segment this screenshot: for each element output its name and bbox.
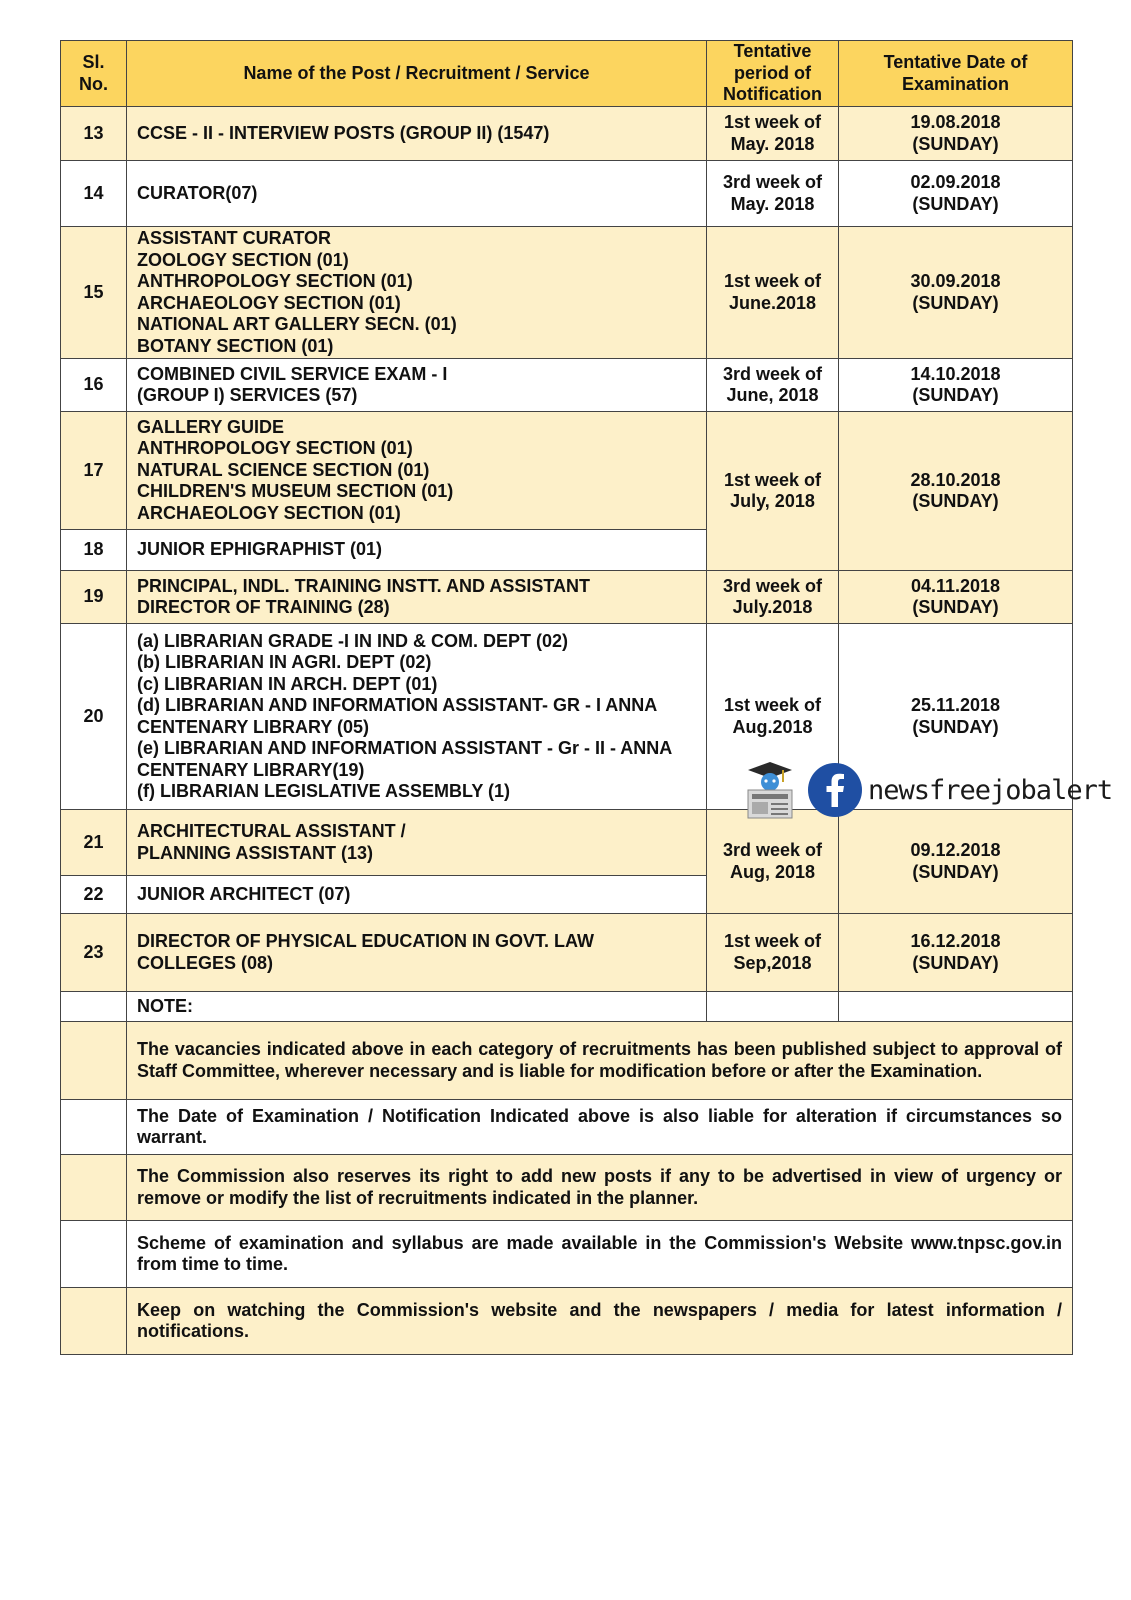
post-line: CCSE - II - INTERVIEW POSTS (GROUP II) (1547) (137, 122, 550, 143)
post-name-cell (127, 107, 707, 161)
exam-day-line: (SUNDAY) (912, 597, 999, 617)
row-number: 23 (61, 914, 127, 992)
notification-line: June.2018 (728, 292, 817, 313)
table-header-row (61, 41, 1073, 107)
notification-line: 1st week of (723, 112, 822, 132)
notification-cell (707, 810, 839, 914)
row-number: 20 (61, 624, 127, 810)
empty-cell (61, 992, 127, 1022)
notification-line: May. 2018 (730, 133, 815, 154)
post-name-cell (127, 359, 707, 412)
note-label: NOTE: (127, 992, 707, 1022)
row-number: 18 (61, 530, 127, 571)
notification-line: May. 2018 (730, 193, 815, 214)
empty-cell (61, 1100, 127, 1155)
note-label-row (61, 992, 1073, 1022)
empty-cell (839, 992, 1073, 1022)
note-row (61, 1100, 1073, 1155)
facebook-icon (808, 763, 862, 817)
empty-cell (61, 1155, 127, 1221)
exam-date-cell (839, 571, 1073, 624)
exam-date-cell (839, 914, 1073, 992)
notification-line: Sep,2018 (733, 952, 812, 973)
exam-day-line: (SUNDAY) (912, 952, 999, 973)
post-name-cell (127, 161, 707, 227)
post-name-cell (127, 412, 707, 530)
post-line: ARCHAEOLOGY SECTION (01) (137, 292, 401, 313)
row-number: 14 (61, 161, 127, 227)
table-row (61, 412, 1073, 530)
post-line: CHILDREN'S MUSEUM SECTION (01) (137, 481, 454, 502)
notification-cell (707, 359, 839, 412)
post-line: JUNIOR EPHIGRAPHIST (01) (137, 539, 383, 560)
note-text: The vacancies indicated above in each category of recruitments has been published subject to approval of Staff Committee, wherever necessary and is liable for modification before or after the Examination. (127, 1022, 1073, 1100)
empty-cell (61, 1221, 127, 1288)
exam-day-line: (SUNDAY) (912, 385, 999, 405)
post-line: JUNIOR ARCHITECT (07) (137, 883, 351, 904)
empty-cell (707, 992, 839, 1022)
header-exam-date: Tentative Date of Examination (839, 41, 1073, 107)
exam-date-line: 28.10.2018 (910, 469, 1001, 490)
post-line: (c) LIBRARIAN IN ARCH. DEPT (01) (137, 673, 438, 694)
brand-name: newsfreejobalert (868, 774, 1113, 806)
notification-cell (707, 571, 839, 624)
post-line: ZOOLOGY SECTION (01) (137, 249, 349, 270)
post-line: ANTHROPOLOGY SECTION (01) (137, 271, 413, 291)
notification-line: 1st week of (723, 931, 822, 951)
notification-line: 3rd week of (722, 172, 823, 192)
notification-cell (707, 227, 839, 359)
table-row (61, 227, 1073, 359)
post-line: CURATOR(07) (137, 182, 258, 203)
header-post-name: Name of the Post / Recruitment / Service (127, 41, 707, 107)
post-name-cell (127, 571, 707, 624)
post-name-cell (127, 530, 707, 571)
note-text: The Date of Examination / Notification Indicated above is also liable for alteration if circumstances so warrant. (127, 1100, 1073, 1155)
exam-day-line: (SUNDAY) (912, 716, 999, 737)
post-line: (e) LIBRARIAN AND INFORMATION ASSISTANT - Gr - II - ANNA (137, 738, 673, 758)
notification-cell (707, 107, 839, 161)
notification-line: 1st week of (723, 271, 822, 291)
exam-date-line: 09.12.2018 (910, 840, 1001, 860)
notification-cell (707, 161, 839, 227)
exam-day-line: (SUNDAY) (912, 491, 999, 511)
note-row (61, 1155, 1073, 1221)
post-line: (f) LIBRARIAN LEGISLATIVE ASSEMBLY (1) (137, 781, 511, 801)
note-text: The Commission also reserves its right to add new posts if any to be advertised in view of urgency or remove or modify the list of recruitments indicated in the planner. (127, 1155, 1073, 1221)
note-text: Keep on watching the Commission's website and the newspapers / media for latest information / notifications. (127, 1288, 1073, 1355)
exam-day-line: (SUNDAY) (912, 861, 999, 882)
post-line: NATURAL SCIENCE SECTION (01) (137, 459, 430, 480)
exam-day-line: (SUNDAY) (912, 133, 999, 154)
table-row (61, 571, 1073, 624)
header-sl-no: Sl. No. (61, 41, 127, 107)
post-name-cell (127, 914, 707, 992)
post-line: CENTENARY LIBRARY(19) (137, 759, 365, 780)
exam-date-line: 19.08.2018 (910, 112, 1001, 132)
post-name-cell (127, 624, 707, 810)
exam-day-line: (SUNDAY) (912, 193, 999, 214)
exam-date-cell (839, 107, 1073, 161)
table-row (61, 107, 1073, 161)
graduate-newspaper-icon (744, 760, 796, 820)
row-number: 21 (61, 810, 127, 876)
notification-line: 3rd week of (722, 363, 823, 384)
row-number: 22 (61, 876, 127, 914)
post-line: PRINCIPAL, INDL. TRAINING INSTT. AND ASSISTANT (137, 575, 590, 596)
post-line: BOTANY SECTION (01) (137, 335, 334, 356)
post-line: (b) LIBRARIAN IN AGRI. DEPT (02) (137, 652, 432, 672)
note-row (61, 1022, 1073, 1100)
post-line: COMBINED CIVIL SERVICE EXAM - I (137, 363, 448, 384)
note-row (61, 1221, 1073, 1288)
notification-line: June, 2018 (726, 385, 819, 405)
post-line: ARCHAEOLOGY SECTION (01) (137, 502, 401, 523)
notification-line: Aug, 2018 (729, 861, 816, 882)
row-number: 16 (61, 359, 127, 412)
exam-date-line: 16.12.2018 (910, 931, 1001, 951)
post-line: PLANNING ASSISTANT (13) (137, 842, 374, 863)
notification-cell (707, 412, 839, 571)
exam-date-cell (839, 412, 1073, 571)
post-line: COLLEGES (08) (137, 952, 274, 973)
exam-date-cell (839, 161, 1073, 227)
recruitment-planner-table (60, 40, 1073, 1355)
table-row (61, 914, 1073, 992)
table-row (61, 161, 1073, 227)
post-line: (a) LIBRARIAN GRADE -I IN IND & COM. DEPT (02) (137, 630, 569, 651)
notification-line: 1st week of (723, 695, 822, 715)
exam-date-line: 30.09.2018 (910, 271, 1001, 291)
post-line: NATIONAL ART GALLERY SECN. (01) (137, 314, 457, 334)
post-name-cell (127, 810, 707, 876)
table-row (61, 359, 1073, 412)
notification-line: Aug.2018 (732, 716, 813, 737)
header-notification: Tentative period of Notification (707, 41, 839, 107)
post-line: DIRECTOR OF PHYSICAL EDUCATION IN GOVT. LAW (137, 931, 595, 951)
post-line: ASSISTANT CURATOR (137, 228, 332, 248)
notification-line: July, 2018 (730, 491, 815, 511)
post-line: DIRECTOR OF TRAINING (28) (137, 597, 390, 617)
post-line: (GROUP I) SERVICES (57) (137, 385, 358, 405)
post-line: ANTHROPOLOGY SECTION (01) (137, 438, 413, 459)
post-line: GALLERY GUIDE (137, 416, 285, 437)
post-line: CENTENARY LIBRARY (05) (137, 716, 370, 737)
row-number: 19 (61, 571, 127, 624)
notification-line: July.2018 (732, 597, 813, 617)
exam-date-line: 02.09.2018 (910, 172, 1001, 192)
exam-day-line: (SUNDAY) (912, 292, 999, 313)
post-line: ARCHITECTURAL ASSISTANT / (137, 821, 406, 841)
exam-date-cell (839, 359, 1073, 412)
notification-line: 3rd week of (722, 575, 823, 596)
exam-date-line: 14.10.2018 (910, 363, 1001, 384)
post-name-cell (127, 876, 707, 914)
note-row (61, 1288, 1073, 1355)
row-number: 15 (61, 227, 127, 359)
exam-date-line: 04.11.2018 (910, 575, 1001, 596)
empty-cell (61, 1288, 127, 1355)
notification-line: 1st week of (723, 469, 822, 490)
empty-cell (61, 1022, 127, 1100)
notification-cell (707, 914, 839, 992)
row-number: 13 (61, 107, 127, 161)
post-name-cell (127, 227, 707, 359)
post-line: (d) LIBRARIAN AND INFORMATION ASSISTANT- GR - I ANNA (137, 695, 658, 715)
row-number: 17 (61, 412, 127, 530)
watermark (744, 760, 1112, 820)
exam-date-cell (839, 227, 1073, 359)
exam-date-line: 25.11.2018 (910, 695, 1001, 715)
notification-line: 3rd week of (722, 840, 823, 860)
exam-date-cell (839, 810, 1073, 914)
note-text: Scheme of examination and syllabus are made available in the Commission's Website www.tnpsc.gov.in from time to time. (127, 1221, 1073, 1288)
